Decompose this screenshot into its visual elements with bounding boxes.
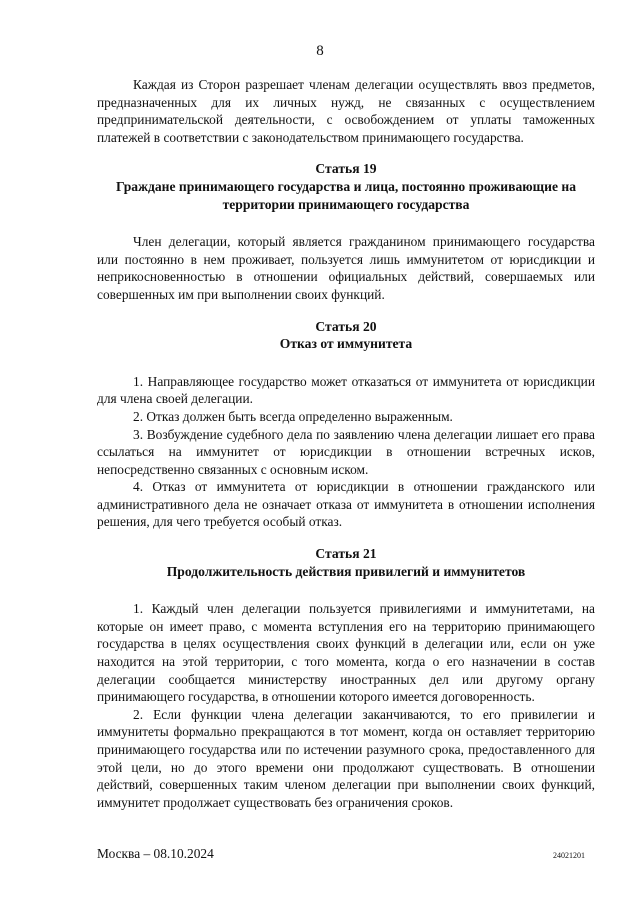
article-title: Продолжительность действия привилегий и иммунитетов [166, 563, 526, 579]
article-paragraph: Член делегации, который является гражданином принимающего государства или постоянно в нем проживает, пользуется лишь иммунитетом от юрисдикции и неприкосновенностью в отношении официальных действий, совершаемых или совершенных им при выполнении своих функций. [97, 234, 595, 302]
article-number: Статья 19 [315, 161, 377, 177]
page-number: 8 [316, 43, 324, 59]
article-paragraph: 4. Отказ от иммунитета от юрисдикции в отношении гражданского или административного дела не означает отказа от иммунитета в отношении исполнения решения, для чего требуется особый отказ. [97, 479, 595, 530]
article-paragraph: 3. Возбуждение судебного дела по заявлению члена делегации лишает его права ссылаться на иммунитет от юрисдикции в отношении встречных исков, непосредственно связанных с основным иском. [97, 426, 595, 477]
article-paragraph: 2. Отказ должен быть всегда определенно выраженным. [133, 408, 453, 424]
footer-document-code: 24021201 [553, 851, 585, 860]
article-number: Статья 20 [315, 318, 377, 334]
article-20-heading [97, 318, 595, 353]
article-title: Граждане принимающего государства и лица, постоянно проживающие на территории принимающего государства [115, 178, 577, 212]
article-19-heading [97, 160, 595, 213]
document-body [97, 76, 595, 811]
article-paragraph: 1. Каждый член делегации пользуется привилегиями и иммунитетами, на которые он имеет право, с момента вступления его на территорию принимающего государства в целях осуществления своих функций в делегации или, если он уже находится на этой территории, с того момента, когда о его назначении в состав делегации сообщается министерству иностранных дел или другому органу принимающего государства, в отношении которого имеется договоренность. [97, 601, 595, 705]
article-21-heading [97, 545, 595, 580]
article-number: Статья 21 [315, 546, 377, 562]
article-paragraph: 2. Если функции члена делегации заканчиваются, то его привилегии и иммунитеты формально прекращаются в тот момент, когда он оставляет территорию принимающего государства или по истечении разумного срока, предоставленного для этой цели, но до этого времени они продолжают существовать. В отношении действий, совершенных таким членом делегации при выполнении своих функций, иммунитет продолжает существовать без ограничения сроков. [97, 706, 595, 810]
article-title: Отказ от иммунитета [279, 336, 413, 352]
article-paragraph: 1. Направляющее государство может отказаться от иммунитета от юрисдикции для члена своей делегации. [97, 373, 595, 407]
footer-place-date: Москва – 08.10.2024 [97, 846, 214, 861]
intro-paragraph: Каждая из Сторон разрешает членам делегации осуществлять ввоз предметов, предназначенных для их личных нужд, не связанных с осуществлением предпринимательской деятельности, с освобождением от уплаты таможенных платежей в соответствии с законодательством принимающего государства. [97, 77, 595, 145]
